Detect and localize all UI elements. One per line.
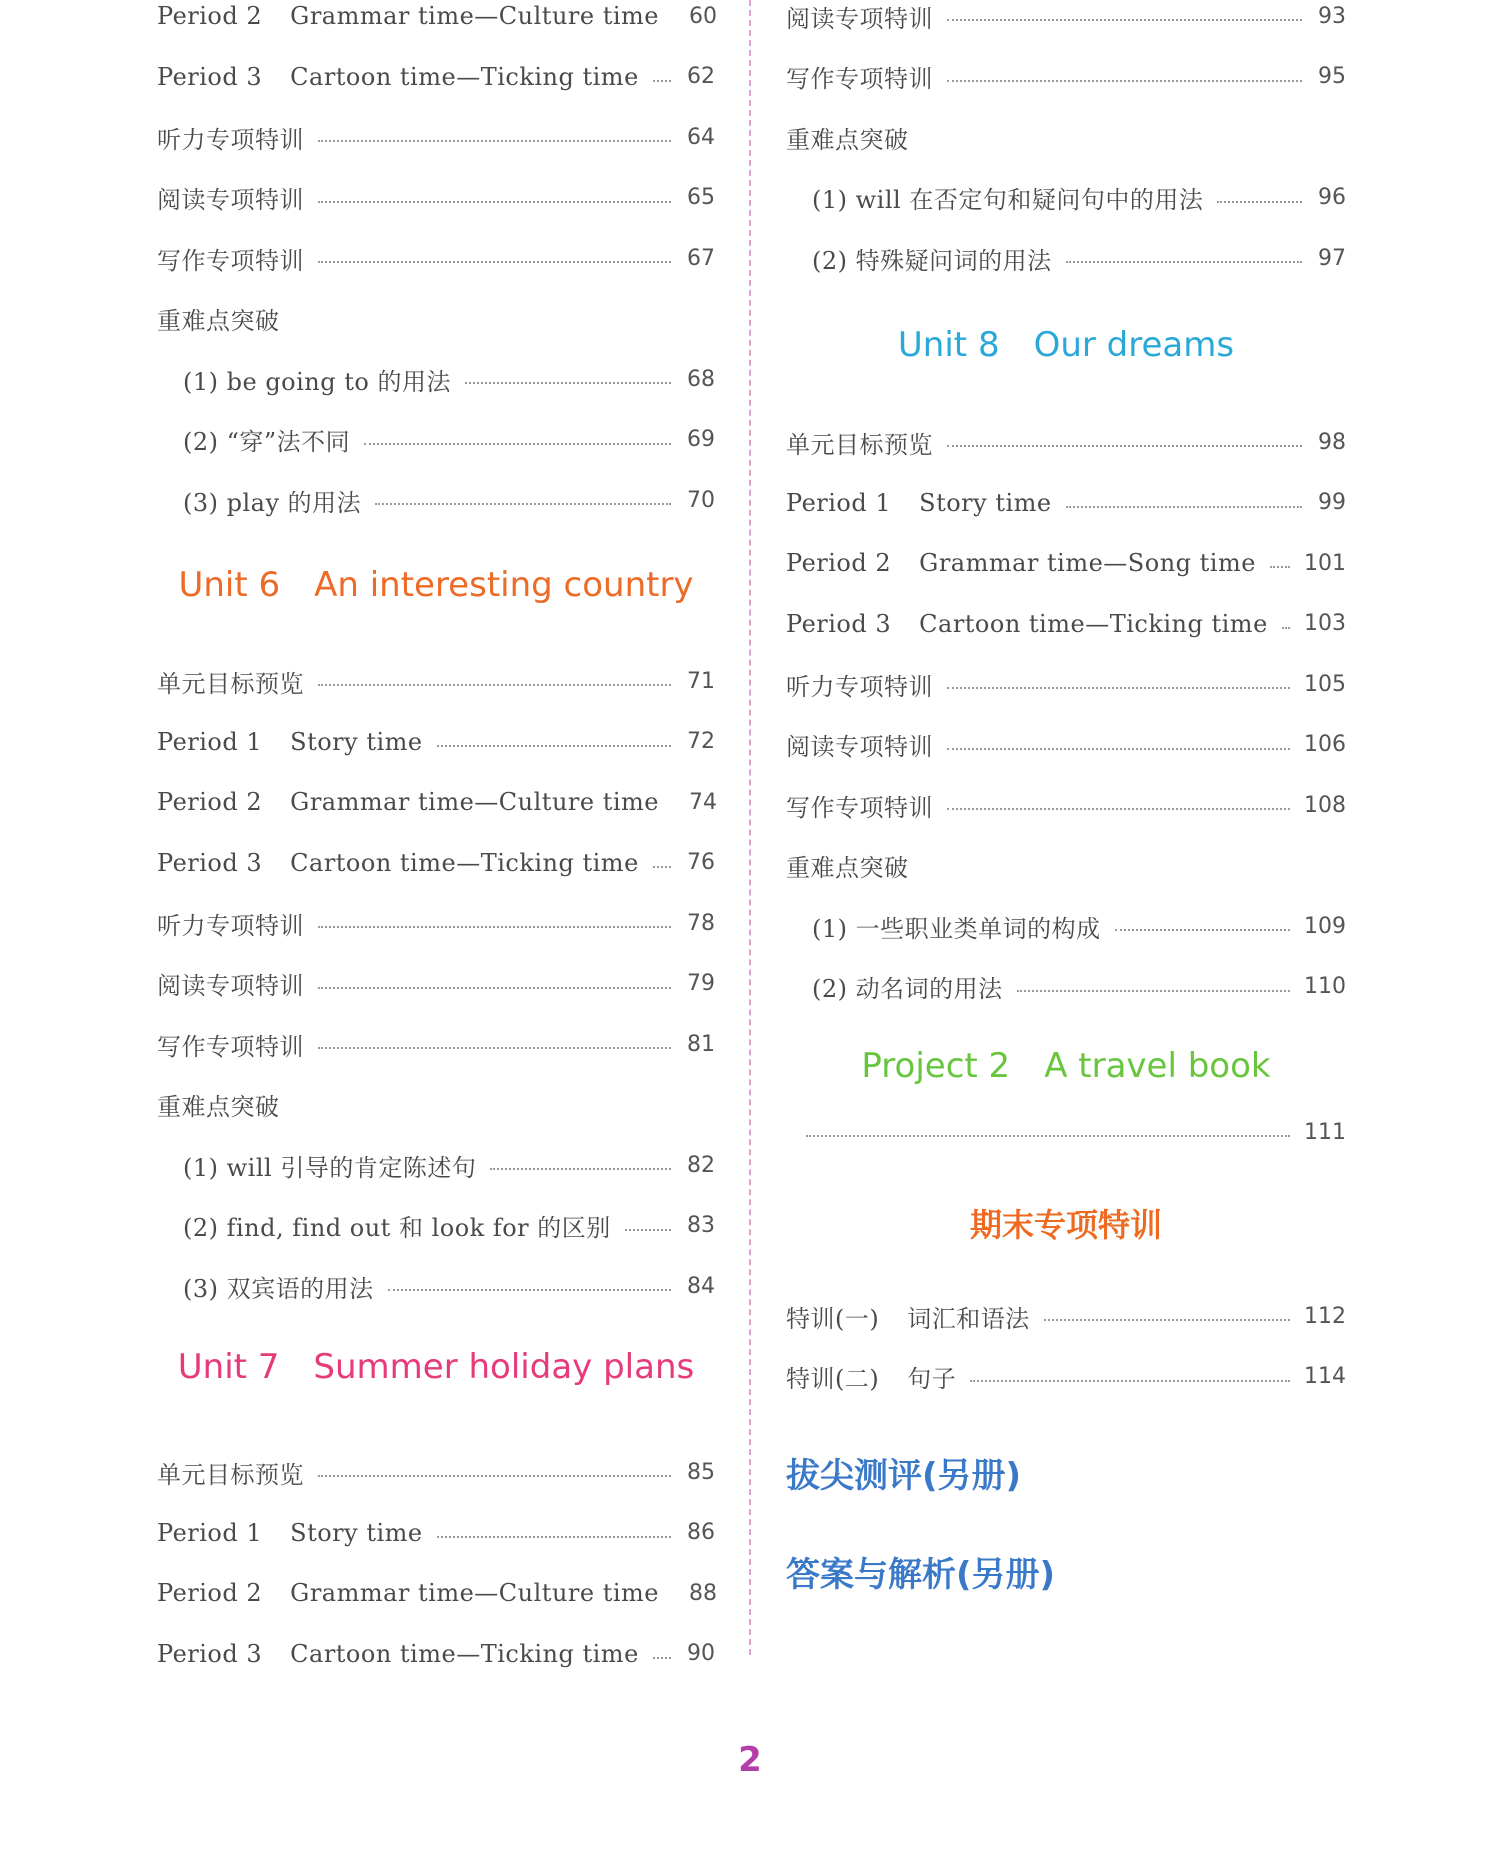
- page-number: 78: [687, 910, 715, 936]
- entry-title: Cartoon time—Ticking time: [290, 848, 639, 877]
- entry-title: 听力专项特训: [157, 125, 304, 154]
- leader-dots: [1066, 506, 1302, 508]
- leader-dots: [1044, 1319, 1290, 1321]
- entry-title: Grammar time—Culture time: [290, 2, 659, 30]
- entry-title: 重难点突破: [157, 1093, 280, 1121]
- page-number: 68: [687, 366, 715, 392]
- toc-entry[interactable]: [786, 117, 1346, 157]
- toc-entry[interactable]: [786, 543, 1346, 583]
- leader-dots: [806, 1135, 1290, 1137]
- leader-dots: [653, 80, 671, 82]
- entry-title: Story time: [290, 1518, 423, 1547]
- leader-dots: [1217, 201, 1302, 203]
- entry-title: Grammar time—Culture time: [290, 1579, 659, 1607]
- entry-title: (3) play 的用法: [183, 488, 362, 517]
- page-number: 74: [688, 789, 717, 815]
- period-label: Period 2: [157, 1579, 263, 1607]
- page-number: 84: [687, 1273, 715, 1299]
- toc-entry[interactable]: [786, 0, 1346, 36]
- entry-title: Story time: [919, 488, 1052, 517]
- period-label: Period 2: [157, 2, 263, 30]
- period-label: Period 2: [157, 788, 263, 816]
- page-number: 82: [687, 1152, 715, 1178]
- leader-dots: [947, 19, 1302, 21]
- leader-dots: [364, 443, 671, 445]
- final-review-heading: 期末专项特训: [969, 1206, 1162, 1244]
- entry-title: 词汇和语法: [907, 1304, 1030, 1333]
- toc-entry[interactable]: [786, 422, 1346, 462]
- leader-dots: [947, 808, 1290, 810]
- leader-dots: [1017, 990, 1290, 992]
- page-number: 88: [688, 1580, 717, 1606]
- entry-title: 重难点突破: [786, 125, 909, 154]
- toc-entry[interactable]: [157, 238, 715, 278]
- leader-dots: [625, 1229, 671, 1231]
- toc-entry[interactable]: [157, 1206, 715, 1246]
- page-number: 64: [687, 124, 715, 150]
- entry-title: Cartoon time—Ticking time: [290, 62, 639, 91]
- page-number: 105: [1304, 671, 1346, 697]
- period-label: Period 3: [157, 62, 263, 91]
- page-number: 83: [687, 1213, 715, 1238]
- page-number: 76: [687, 850, 715, 875]
- page-number: 62: [687, 64, 715, 89]
- column-divider: [749, 0, 751, 1655]
- project2-row[interactable]: [786, 1112, 1346, 1152]
- leader-dots: [437, 745, 671, 747]
- toc-entry[interactable]: [157, 722, 715, 762]
- leader-dots: [1066, 261, 1302, 263]
- entry-title: (2) “穿”法不同: [183, 428, 351, 456]
- entry-title: 阅读专项特训: [786, 733, 933, 761]
- page-number: 65: [687, 185, 715, 210]
- toc-entry[interactable]: [786, 664, 1346, 704]
- leader-dots: [1282, 627, 1290, 629]
- toc-entry[interactable]: [157, 964, 715, 1004]
- toc-entry[interactable]: [786, 483, 1346, 523]
- page-number: 81: [687, 1031, 715, 1057]
- entry-title: (3) 双宾语的用法: [183, 1274, 374, 1303]
- page-number: 112: [1304, 1303, 1346, 1329]
- leader-dots: [318, 684, 671, 686]
- unit6-title: An interesting country: [314, 565, 694, 605]
- toc-entry[interactable]: [157, 57, 715, 97]
- leader-dots: [970, 1380, 1290, 1382]
- toc-entry[interactable]: [157, 420, 715, 460]
- toc-entry[interactable]: [157, 1085, 715, 1125]
- page-number: 98: [1318, 429, 1346, 455]
- toc-entry[interactable]: [157, 117, 715, 157]
- toc-entry[interactable]: [157, 1452, 715, 1492]
- entry-title: 重难点突破: [786, 854, 909, 882]
- toc-entry[interactable]: [157, 299, 715, 339]
- leader-dots: [318, 1475, 671, 1477]
- toc-entry[interactable]: [157, 843, 715, 883]
- leader-dots: [947, 445, 1302, 447]
- page-number: 108: [1304, 792, 1346, 818]
- page-number: 67: [687, 245, 715, 271]
- toc-entry[interactable]: [157, 0, 715, 36]
- toc-entry[interactable]: [157, 1145, 715, 1185]
- unit7-heading: [157, 1347, 715, 1387]
- leader-dots: [1270, 566, 1290, 568]
- toc-entry[interactable]: [157, 1513, 715, 1553]
- toc-entry[interactable]: [786, 1296, 1346, 1336]
- entry-title: 单元目标预览: [786, 430, 933, 459]
- entry-title: 单元目标预览: [157, 1460, 304, 1489]
- toc-entry[interactable]: [786, 785, 1346, 825]
- entry-title: Cartoon time—Ticking time: [290, 1639, 639, 1668]
- period-label: 特训(二): [786, 1365, 880, 1393]
- leader-dots: [318, 140, 671, 142]
- project2-heading: [786, 1046, 1346, 1086]
- entry-title: 阅读专项特训: [157, 186, 304, 214]
- page-number: 97: [1318, 245, 1346, 271]
- entry-title: 听力专项特训: [786, 672, 933, 701]
- page-number: 109: [1304, 913, 1346, 939]
- leader-dots: [375, 503, 671, 505]
- leader-dots: [947, 748, 1290, 750]
- entry-title: Grammar time—Culture time: [290, 788, 659, 816]
- entry-title: 写作专项特训: [157, 246, 304, 275]
- toc-entry[interactable]: [786, 906, 1346, 946]
- toc-entry[interactable]: [157, 903, 715, 943]
- toc-entry[interactable]: [157, 1024, 715, 1064]
- unit7-label: Unit 7: [177, 1347, 280, 1387]
- unit8-title: Our dreams: [1033, 325, 1235, 365]
- unit7-title: Summer holiday plans: [313, 1347, 695, 1387]
- entry-title: (2) find, find out 和 look for 的区别: [183, 1214, 611, 1242]
- toc-entry[interactable]: [157, 1573, 715, 1613]
- leader-dots: [318, 261, 671, 263]
- leader-dots: [1115, 929, 1290, 931]
- toc-entry[interactable]: [786, 604, 1346, 644]
- entry-title: 写作专项特训: [786, 793, 933, 822]
- entry-title: 听力专项特训: [157, 911, 304, 940]
- entry-title: 写作专项特训: [786, 65, 933, 93]
- leader-dots: [318, 201, 671, 203]
- period-label: Period 1: [786, 488, 892, 517]
- period-label: Period 3: [786, 609, 892, 638]
- entry-title: 重难点突破: [157, 307, 280, 335]
- leader-dots: [388, 1289, 671, 1291]
- page-number-footer: 2: [738, 1740, 762, 1780]
- entry-title: 单元目标预览: [157, 669, 304, 698]
- toc-entry[interactable]: [157, 1266, 715, 1306]
- toc-entry[interactable]: [786, 57, 1346, 97]
- toc-entry[interactable]: [157, 782, 715, 822]
- leader-dots: [653, 866, 671, 868]
- entry-title: (2) 特殊疑问词的用法: [812, 246, 1052, 275]
- page-number: 69: [687, 427, 715, 452]
- period-label: Period 3: [157, 1639, 263, 1668]
- toc-entry[interactable]: [786, 238, 1346, 278]
- page-number: 90: [687, 1641, 715, 1666]
- unit8-label: Unit 8: [897, 325, 1000, 365]
- page-number: 101: [1304, 550, 1346, 576]
- entry-title: 句子: [907, 1365, 957, 1393]
- period-label: Period 2: [786, 549, 892, 577]
- page-number: 93: [1318, 3, 1346, 29]
- page-number: 99: [1318, 490, 1346, 515]
- leader-dots: [465, 382, 671, 384]
- entry-title: Grammar time—Song time: [919, 549, 1256, 577]
- page-number: 60: [688, 3, 717, 29]
- leader-dots: [947, 687, 1290, 689]
- unit8-heading: [786, 325, 1346, 365]
- leader-dots: [318, 987, 671, 989]
- leader-dots: [947, 80, 1302, 82]
- page-number: 85: [687, 1459, 715, 1485]
- entry-title: (1) will 引导的肯定陈述句: [183, 1153, 477, 1182]
- page-number: 70: [687, 487, 715, 513]
- toc-entry[interactable]: [786, 846, 1346, 886]
- page-number: 114: [1304, 1364, 1346, 1389]
- toc-entry[interactable]: [157, 359, 715, 399]
- toc-entry[interactable]: [157, 661, 715, 701]
- project2-label: Project 2: [861, 1046, 1011, 1086]
- entry-title: (1) 一些职业类单词的构成: [812, 914, 1101, 943]
- leader-dots: [437, 1536, 671, 1538]
- page-number: 111: [1304, 1119, 1346, 1145]
- toc-entry[interactable]: [157, 1634, 715, 1674]
- page-number: 71: [687, 668, 715, 694]
- leader-dots: [318, 926, 671, 928]
- leader-dots: [490, 1168, 671, 1170]
- page-number: 95: [1318, 64, 1346, 89]
- project2-title: A travel book: [1044, 1046, 1271, 1086]
- page-number: 103: [1304, 611, 1346, 636]
- entry-title: (2) 动名词的用法: [812, 975, 1003, 1003]
- entry-title: Story time: [290, 727, 423, 756]
- period-label: Period 1: [157, 1518, 263, 1547]
- page-number: 106: [1304, 732, 1346, 757]
- answers-booklet-link[interactable]: 答案与解析(另册): [786, 1555, 1056, 1595]
- unit6-heading: [157, 565, 715, 605]
- leader-dots: [653, 1657, 671, 1659]
- page-number: 79: [687, 971, 715, 996]
- entry-title: 阅读专项特训: [157, 972, 304, 1000]
- entry-title: 阅读专项特训: [786, 4, 933, 33]
- unit6-label: Unit 6: [178, 565, 281, 605]
- entry-title: Cartoon time—Ticking time: [919, 609, 1268, 638]
- toc-entry[interactable]: [786, 967, 1346, 1007]
- period-label: Period 1: [157, 727, 263, 756]
- page-number: 86: [687, 1520, 715, 1545]
- page-number: 96: [1318, 185, 1346, 210]
- leader-dots: [318, 1047, 671, 1049]
- assessment-booklet-link[interactable]: 拔尖测评(另册): [786, 1456, 1022, 1496]
- toc-entry[interactable]: [157, 480, 715, 520]
- toc-entry[interactable]: [786, 1357, 1346, 1397]
- entry-title: (1) be going to 的用法: [183, 367, 451, 396]
- period-label: 特训(一): [786, 1304, 880, 1333]
- page-number: 110: [1304, 974, 1346, 999]
- toc-entry[interactable]: [157, 178, 715, 218]
- toc-entry[interactable]: [786, 178, 1346, 218]
- entry-title: 写作专项特训: [157, 1032, 304, 1061]
- entry-title: (1) will 在否定句和疑问句中的用法: [812, 186, 1204, 214]
- period-label: Period 3: [157, 848, 263, 877]
- toc-entry[interactable]: [786, 725, 1346, 765]
- page-number: 72: [687, 729, 715, 754]
